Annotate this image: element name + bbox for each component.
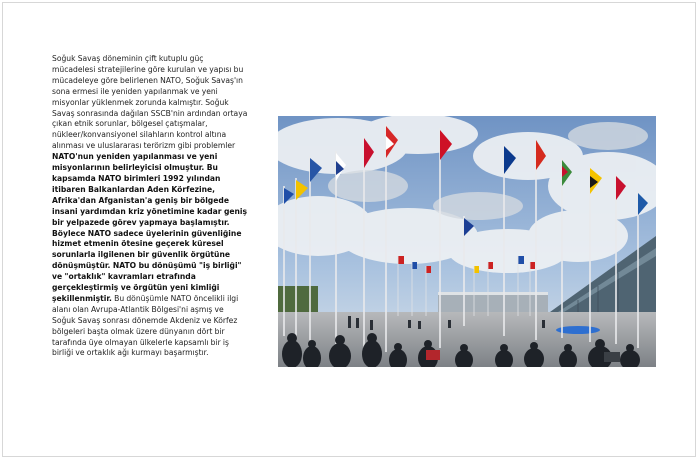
camera xyxy=(604,352,620,362)
closing-text: Bu dönüşümle NATO öncelikli ilgi alanı olan Avrupa-Atlantik Bölgesi'ni aşmış ve Soğuk Savaş sonrası dönemde Akdeniz ve Körfez bölgeleri başta olmak üzere dünyanın dört bir tarafında üye olmayan ülkelerle kapsamlı bir iş birliği ve ortaklık ağı kurmayı başarmıştır. xyxy=(52,293,239,358)
article-text xyxy=(52,54,248,359)
bold-text: NATO'nun yeniden yapılanması ve yeni misyonlarının belirleyicisi olmuştur. Bu kapsamda NATO birimleri 1992 yılından itibaren Balkanlardan Aden Körfezine, Afrika'dan Afganistan'a geniş bir bölgede insani yardımdan kriz yönetimine kadar geniş bir yelpazede görev yapmaya başlamıştır. Böylece NATO sadece üyelerinin güvenliğine hizmet etmenin ötesine geçerek küresel sorunlarla ilgilenen bir güvenlik örgütüne dönüşmüştür. NATO bu dönüşümü "iş birliği" ve "ortaklık" kavramları etrafında gerçekleştirmiş ve örgütün yeni kimliği şekillenmiştir. xyxy=(52,152,248,303)
pavilion xyxy=(438,294,548,312)
article-photo xyxy=(278,116,656,367)
article-paragraph xyxy=(52,54,248,359)
intro-text: Soğuk Savaş döneminin çift kutuplu güç mücadelesi stratejilerine göre kurulan ve yapısı bu mücadeleye göre belirlenen NATO, Soğuk Savaş'ın sona ermesi ile yeniden yapılanmak ve yeni misyonlar yüklenmek zorunda kalmıştır. Soğuk Savaş sonrasında dağılan SSCB'nin ardından ortaya çıkan etnik sorunlar, bölgesel çatışmalar, nükleer/konvansiyonel silahların kontrol altına alınması ve uluslararası terörizm gibi problemler xyxy=(52,54,248,151)
red-jacket xyxy=(426,350,440,360)
flags-photo-image xyxy=(278,116,656,367)
